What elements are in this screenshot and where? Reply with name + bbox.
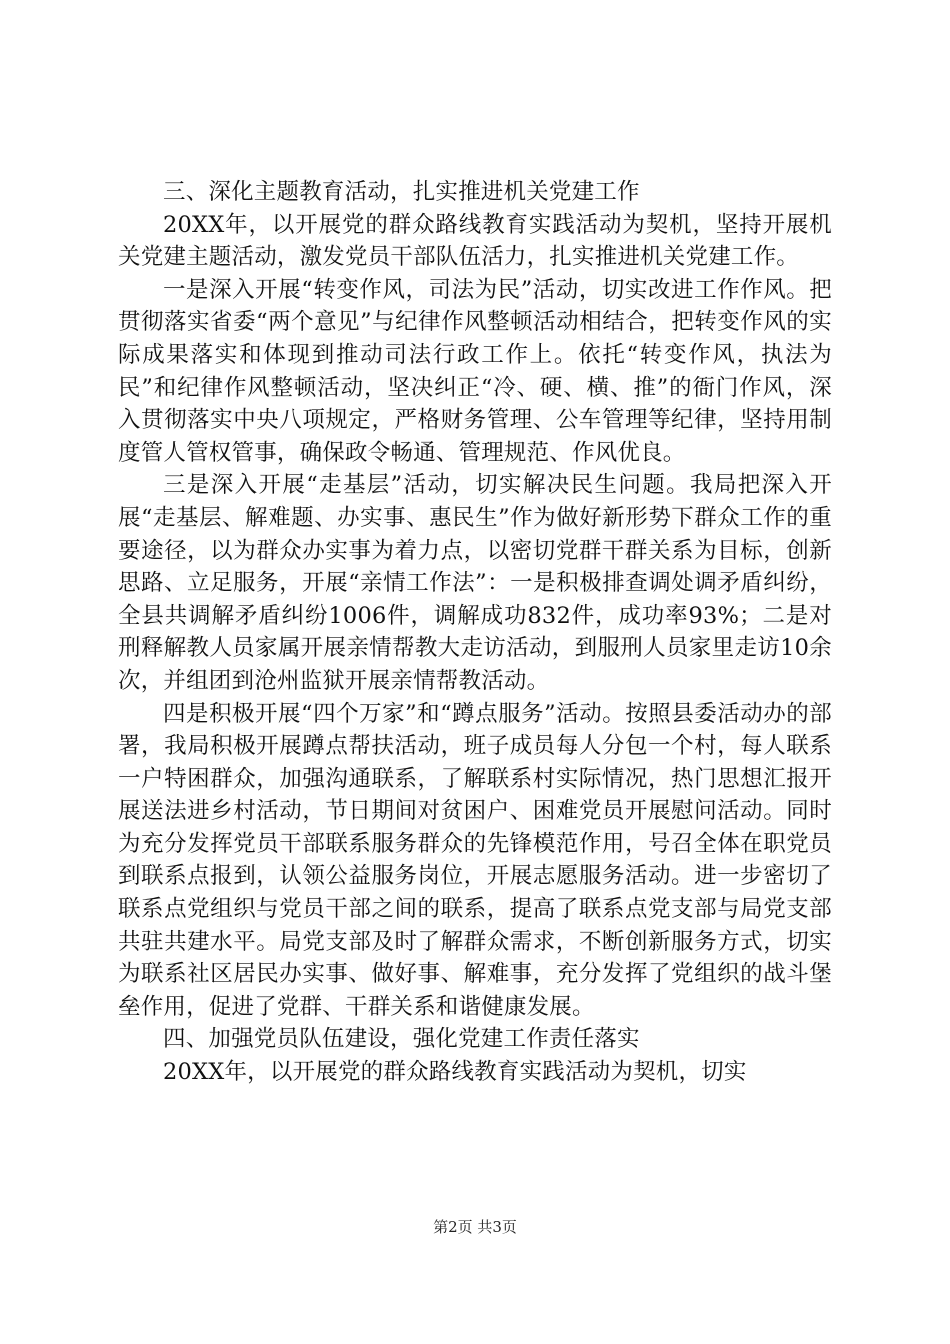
- paragraph-intro-4: 20XX年，以开展党的群众路线教育实践活动为契机，切实: [163, 1059, 747, 1086]
- paragraph-item-1: 一是深入开展“转变作风，司法为民”活动，切实改进工作作风。把贯彻落实省委“两个意见”与纪律作风整顿活动相结合，把转变作风的实际成果落实和体现到推动司法行政工作上。依托“转变作风，执法为民”和纪律作风整顿活动，坚决纠正“冷、硬、横、推”的衙门作风，深入贯彻落实中央八项规定，严格财务管理、公车管理等纪律，坚持用制度管人管权管事，确保政令畅通、管理规范、作风优良。: [118, 276, 832, 466]
- paragraph-item-3: 三是深入开展“走基层”活动，切实解决民生问题。我局把深入开展“走基层、解难题、办实事、惠民生”作为做好新形势下群众工作的重要途径，以为群众办实事为着力点，以密切党群干群关系为目标，创新思路、立足服务，开展“亲情工作法”：一是积极排查调处调矛盾纠纷，全县共调解矛盾纠纷1006件，调解成功832件，成功率93%；二是对刑释解教人员家属开展亲情帮教大走访活动，到服刑人员家里走访10余次，并组团到沧州监狱开展亲情帮教活动。: [118, 472, 832, 694]
- page-footer: 第2页 共3页: [433, 1218, 517, 1236]
- document-body: [118, 176, 832, 1089]
- section-heading-4: 四、加强党员队伍建设，强化党建工作责任落实: [163, 1026, 640, 1053]
- paragraph-item-4: 四是积极开展“四个万家”和“蹲点服务”活动。按照县委活动办的部署，我局积极开展蹲点帮扶活动，班子成员每人分包一个村，每人联系一户特困群众，加强沟通联系，了解联系村实际情况，热门思想汇报开展送法进乡村活动，节日期间对贫困户、困难党员开展慰问活动。同时为充分发挥党员干部联系服务群众的先锋模范作用，号召全体在职党员到联系点报到，认领公益服务岗位，开展志愿服务活动。进一步密切了联系点党组织与党员干部之间的联系，提高了联系点党支部与局党支部共驻共建水平。局党支部及时了解群众需求，不断创新服务方式，切实为联系社区居民办实事、做好事、解难事，充分发挥了党组织的战斗堡垒作用，促进了党群、干群关系和谐健康发展。: [118, 700, 832, 1020]
- paragraph-intro-3: 20XX年，以开展党的群众路线教育实践活动为契机，坚持开展机关党建主题活动，激发党员干部队伍活力，扎实推进机关党建工作。: [118, 211, 832, 271]
- section-heading-3: 三、深化主题教育活动，扎实推进机关党建工作: [163, 179, 640, 205]
